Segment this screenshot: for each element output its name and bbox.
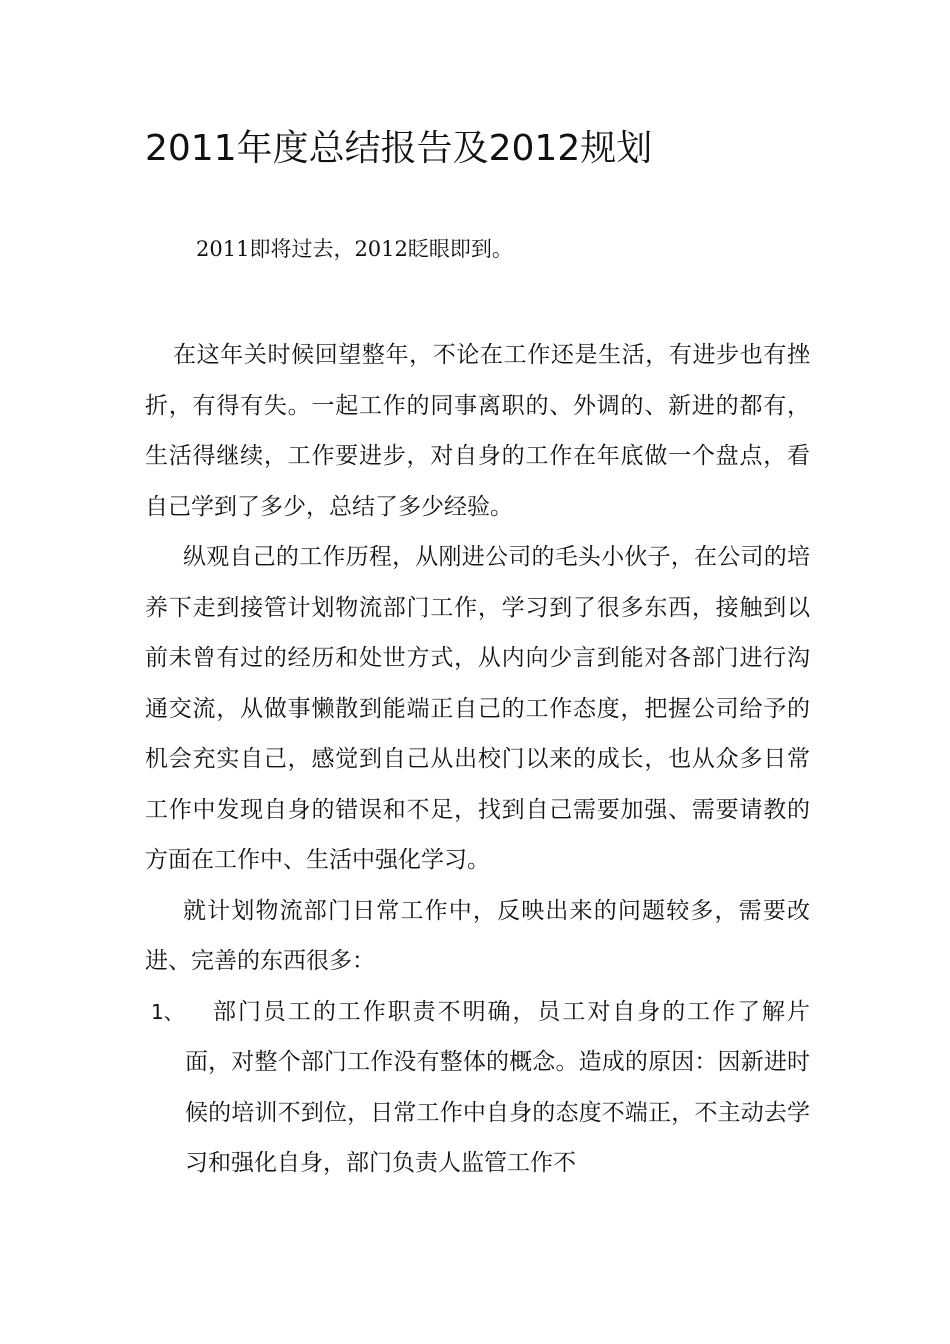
numbered-list — [145, 987, 810, 1189]
document-title: 2011年度总结报告及2012规划 — [145, 128, 653, 169]
intro-line: 2011即将过去，2012眨眼即到。 — [196, 237, 513, 261]
paragraph-1: 在这年关时候回望整年，不论在工作还是生活，有进步也有挫折，有得有失。一起工作的同事离职的、外调的、新进的都有，生活得继续，工作要进步，对自身的工作在年底做一个盘点，看自己学到了多少，总结了多少经验。 — [145, 342, 810, 520]
list-item — [145, 987, 810, 1189]
document-body — [145, 330, 810, 1189]
list-item-number: 1、 — [151, 999, 184, 1024]
paragraph-2: 纵观自己的工作历程，从刚进公司的毛头小伙子，在公司的培养下走到接管计划物流部门工作，学习到了很多东西，接触到以前未曾有过的经历和处世方式，从内向少言到能对各部门进行沟通交流，从做事懒散到能端正自己的工作态度，把握公司给予的机会充实自己，感觉到自己从出校门以来的成长，也从众多日常工作中发现自身的错误和不足，找到自己需要加强、需要请教的方面在工作中、生活中强化学习。 — [145, 544, 810, 873]
list-item-text: 部门员工的工作职责不明确，员工对自身的工作了解片面，对整个部门工作没有整体的概念。造成的原因：因新进时候的培训不到位，日常工作中自身的态度不端正，不主动去学习和强化自身，部门负责人监管工作不 — [185, 998, 810, 1176]
paragraph-3: 就计划物流部门日常工作中，反映出来的问题较多，需要改进、完善的东西很多： — [145, 897, 810, 974]
